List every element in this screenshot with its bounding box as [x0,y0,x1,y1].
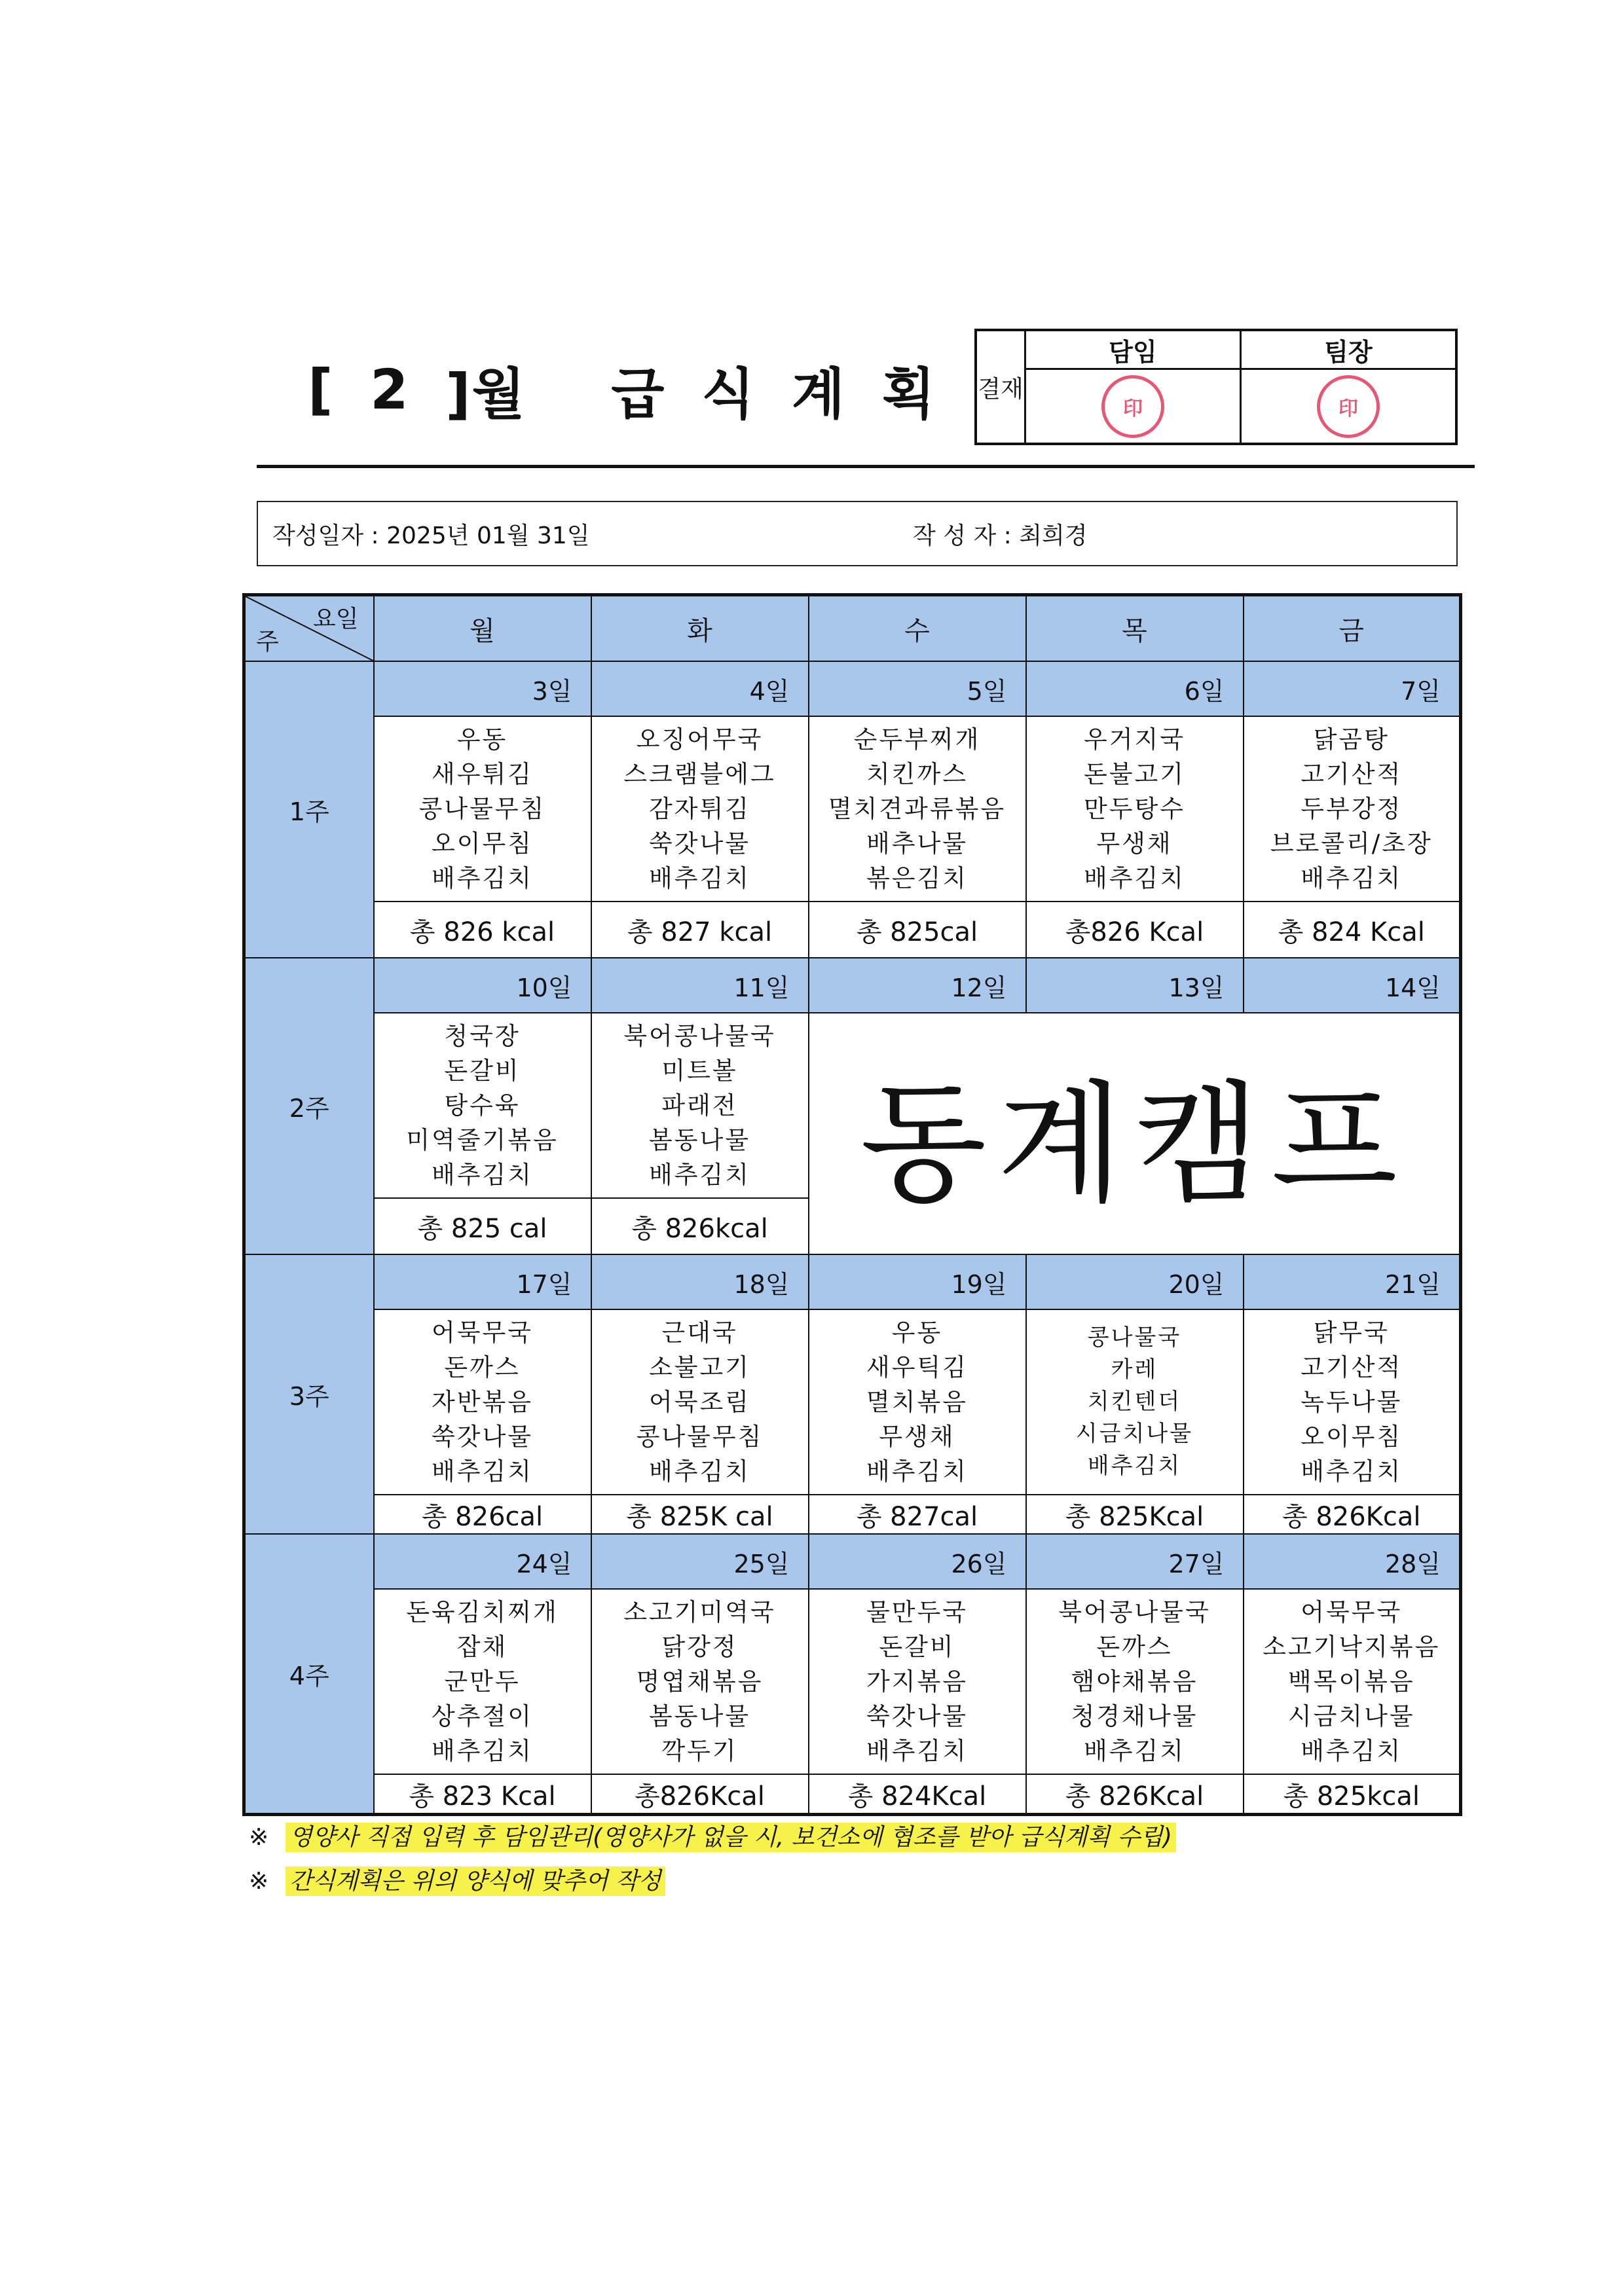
menu-item: 배추김치 [866,1457,968,1485]
menu-item: 어묵조림 [649,1388,750,1416]
seal-stamp-icon: 印 [1101,375,1164,438]
menu-item: 오이무침 [1301,1423,1403,1451]
menu-item: 돈불고기 [1084,760,1185,788]
date-cell: 10일 [374,958,591,1013]
menu-item: 어묵무국 [1301,1598,1403,1626]
date-cell: 26일 [809,1534,1026,1589]
menu-item: 배추김치 [1301,1737,1403,1765]
menu-item: 우동 [456,725,508,754]
menu-item: 배추김치 [649,864,750,892]
menu-item: 미역줄기볶음 [406,1126,559,1154]
week-label: 2주 [244,958,374,1254]
menu-cell [591,1589,809,1774]
menu-item: 순두부찌개 [853,725,981,754]
menu-item: 쑥갓나물 [866,1702,968,1730]
menu-item: 우거지국 [1084,725,1185,754]
menu-cell [374,1589,591,1774]
menu-item: 두부강정 [1301,795,1403,823]
date-cell: 20일 [1026,1254,1244,1309]
menu-item: 우동 [891,1319,943,1347]
date-cell: 27일 [1026,1534,1244,1589]
menu-item: 돈갈비 [444,1057,521,1085]
title-char-2: 식 [701,361,756,426]
menu-item: 청경채나물 [1071,1702,1198,1730]
menu-item: 배추김치 [1301,864,1403,892]
menu-item: 어묵무국 [432,1319,533,1347]
menu-item: 배추김치 [649,1457,750,1485]
menu-item: 닭강정 [661,1633,738,1661]
day-header-fri: 금 [1244,595,1461,662]
menu-cell [1026,1309,1244,1495]
menu-item: 북어콩나물국 [1058,1598,1211,1626]
menu-item: 배추김치 [649,1161,750,1189]
menu-item: 카레 [1111,1357,1158,1383]
date-cell: 14일 [1244,958,1461,1013]
date-cell: 28일 [1244,1534,1461,1589]
menu-item: 콩나물무침 [636,1423,764,1451]
menu-item: 브로콜리/초장 [1270,829,1433,858]
menu-item: 청국장 [444,1022,521,1050]
kcal-total: 총826Kcal [591,1774,809,1815]
menu-item: 상추절이 [432,1702,533,1730]
kcal-total: 총 826kcal [591,1198,809,1254]
title-char-1: 급 [611,361,666,426]
date-cell: 21일 [1244,1254,1461,1309]
note-mark: ※ [249,1868,269,1895]
menu-cell [1026,716,1244,902]
menu-item: 배추김치 [432,1457,533,1485]
kcal-total: 총 825Kcal [1026,1495,1244,1534]
menu-item: 녹두나물 [1301,1388,1403,1416]
date-cell: 17일 [374,1254,591,1309]
day-header-thu: 목 [1026,595,1244,662]
menu-item: 군만두 [444,1667,521,1696]
corner-day-label: 요일 [312,606,359,632]
menu-cell [809,716,1026,902]
menu-item: 멸치볶음 [866,1388,968,1416]
menu-item: 파래전 [661,1091,738,1120]
date-cell: 13일 [1026,958,1244,1013]
date-cell: 19일 [809,1254,1026,1309]
meal-plan-table [242,593,1462,1816]
kcal-total: 총 823 Kcal [374,1774,591,1815]
menu-item: 돈육김치찌개 [406,1598,559,1626]
kcal-total: 총 825K cal [591,1495,809,1534]
approval-role-homeroom: 담임 [1026,331,1240,370]
menu-item: 무생채 [1096,829,1173,858]
page-title [308,354,936,426]
menu-cell [1244,716,1461,902]
kcal-total: 총 825kcal [1244,1774,1461,1815]
menu-item: 봄동나물 [649,1702,750,1730]
date-cell: 4일 [591,661,809,716]
menu-item: 고기산적 [1301,760,1403,788]
week-label: 1주 [244,661,374,958]
date-cell: 18일 [591,1254,809,1309]
menu-item: 잡채 [456,1633,508,1661]
date-cell: 12일 [809,958,1026,1013]
menu-item: 근대국 [661,1319,738,1347]
winter-camp-banner: 동계캠프 [809,1013,1461,1254]
menu-item: 오이무침 [432,829,533,858]
menu-item: 자반볶음 [432,1388,533,1416]
table-corner [244,595,374,662]
date-cell: 3일 [374,661,591,716]
date-cell: 24일 [374,1534,591,1589]
menu-item: 가지볶음 [866,1667,968,1696]
date-cell: 6일 [1026,661,1244,716]
title-month: 2 [370,357,410,422]
approval-box [974,329,1458,445]
menu-item: 콩나물국 [1087,1324,1182,1351]
menu-cell [1244,1589,1461,1774]
week-label: 4주 [244,1534,374,1815]
menu-item: 쑥갓나물 [649,829,750,858]
menu-item: 햄야채볶음 [1071,1667,1198,1696]
week-label: 3주 [244,1254,374,1534]
menu-item: 배추김치 [866,1737,968,1765]
menu-item: 배추김치 [1087,1453,1182,1479]
menu-item: 닭곰탕 [1313,725,1390,754]
menu-item: 돈갈비 [879,1633,955,1661]
menu-item: 탕수육 [444,1091,521,1120]
menu-item: 깍두기 [661,1737,738,1765]
menu-item: 오징어무국 [636,725,764,754]
menu-item: 소불고기 [649,1353,750,1381]
approval-label: 결재 [977,331,1026,443]
menu-item: 시금치나물 [1075,1421,1194,1447]
kcal-total: 총 825 cal [374,1198,591,1254]
menu-item: 시금치나물 [1287,1702,1415,1730]
seal-stamp-icon: 印 [1317,375,1380,438]
menu-item: 돈까스 [444,1353,521,1381]
day-header-wed: 수 [809,595,1026,662]
kcal-total: 총 827 kcal [591,902,809,958]
menu-item: 새우튀김 [432,760,533,788]
kcal-total: 총 826Kcal [1026,1774,1244,1815]
menu-item: 미트볼 [661,1057,738,1085]
menu-item: 소고기미역국 [623,1598,776,1626]
kcal-total: 총 825cal [809,902,1026,958]
date-cell: 7일 [1244,661,1461,716]
menu-item: 배추김치 [432,864,533,892]
menu-item: 감자튀김 [649,795,750,823]
menu-item: 물만두국 [866,1598,968,1626]
kcal-total: 총 826 kcal [374,902,591,958]
menu-item: 명엽채볶음 [636,1667,764,1696]
menu-item: 배추김치 [1084,1737,1185,1765]
menu-item: 북어콩나물국 [623,1022,776,1050]
menu-item: 쑥갓나물 [432,1423,533,1451]
menu-item: 스크램블에그 [623,760,776,788]
note-text: 간식계획은 위의 양식에 맞추어 작성 [286,1867,665,1896]
menu-item: 만두탕수 [1084,795,1185,823]
note-line [249,1863,665,1896]
menu-cell [591,1309,809,1495]
note-text: 영양사 직접 입력 후 담임관리(영양사가 없을 시, 보건소에 협조를 받아 급식계획 수립) [286,1823,1176,1852]
kcal-total: 총826 Kcal [1026,902,1244,958]
menu-item: 새우틱김 [866,1353,968,1381]
menu-item: 백목이볶음 [1287,1667,1415,1696]
menu-cell [809,1309,1026,1495]
kcal-total: 총 826Kcal [1244,1495,1461,1534]
date-cell: 5일 [809,661,1026,716]
menu-item: 돈까스 [1096,1633,1173,1661]
date-cell: 11일 [591,958,809,1013]
menu-item: 배추김치 [1084,864,1185,892]
title-divider [257,465,1475,468]
menu-cell [374,1013,591,1198]
menu-cell [1026,1589,1244,1774]
menu-item: 볶은김치 [866,864,968,892]
menu-cell [591,716,809,902]
menu-cell [591,1013,809,1198]
menu-item: 봄동나물 [649,1126,750,1154]
menu-item: 고기산적 [1301,1353,1403,1381]
written-date: 작성일자 : 2025년 01월 31일 [272,522,590,549]
approval-role-teamlead: 팀장 [1242,331,1455,370]
menu-cell [809,1589,1026,1774]
menu-item: 무생채 [879,1423,955,1451]
kcal-total: 총 824 Kcal [1244,902,1461,958]
title-bracket-close: ]월 [445,361,526,426]
author: 작 성 자 : 최희경 [913,522,1088,549]
menu-item: 닭무국 [1313,1319,1390,1347]
menu-item: 치킨까스 [866,760,968,788]
day-header-mon: 월 [374,595,591,662]
note-mark: ※ [249,1824,269,1851]
menu-cell [1244,1309,1461,1495]
menu-cell [374,716,591,902]
menu-item: 소고기낙지볶음 [1263,1633,1441,1661]
kcal-total: 총 826cal [374,1495,591,1534]
menu-item: 콩나물무침 [418,795,546,823]
menu-item: 멸치견과류볶음 [828,795,1006,823]
info-box [257,501,1458,566]
menu-item: 배추김치 [1301,1457,1403,1485]
note-line [249,1819,1176,1852]
date-cell: 25일 [591,1534,809,1589]
day-header-tue: 화 [591,595,809,662]
menu-item: 배추김치 [432,1161,533,1189]
menu-item: 치킨텐더 [1087,1389,1182,1415]
kcal-total: 총 827cal [809,1495,1026,1534]
menu-item: 배추김치 [432,1737,533,1765]
menu-cell [374,1309,591,1495]
kcal-total: 총 824Kcal [809,1774,1026,1815]
title-char-4: 획 [881,361,936,426]
title-char-3: 계 [791,361,847,426]
title-bracket-open: [ [308,357,335,422]
menu-item: 배추나물 [866,829,968,858]
corner-week-label: 주 [256,629,279,655]
